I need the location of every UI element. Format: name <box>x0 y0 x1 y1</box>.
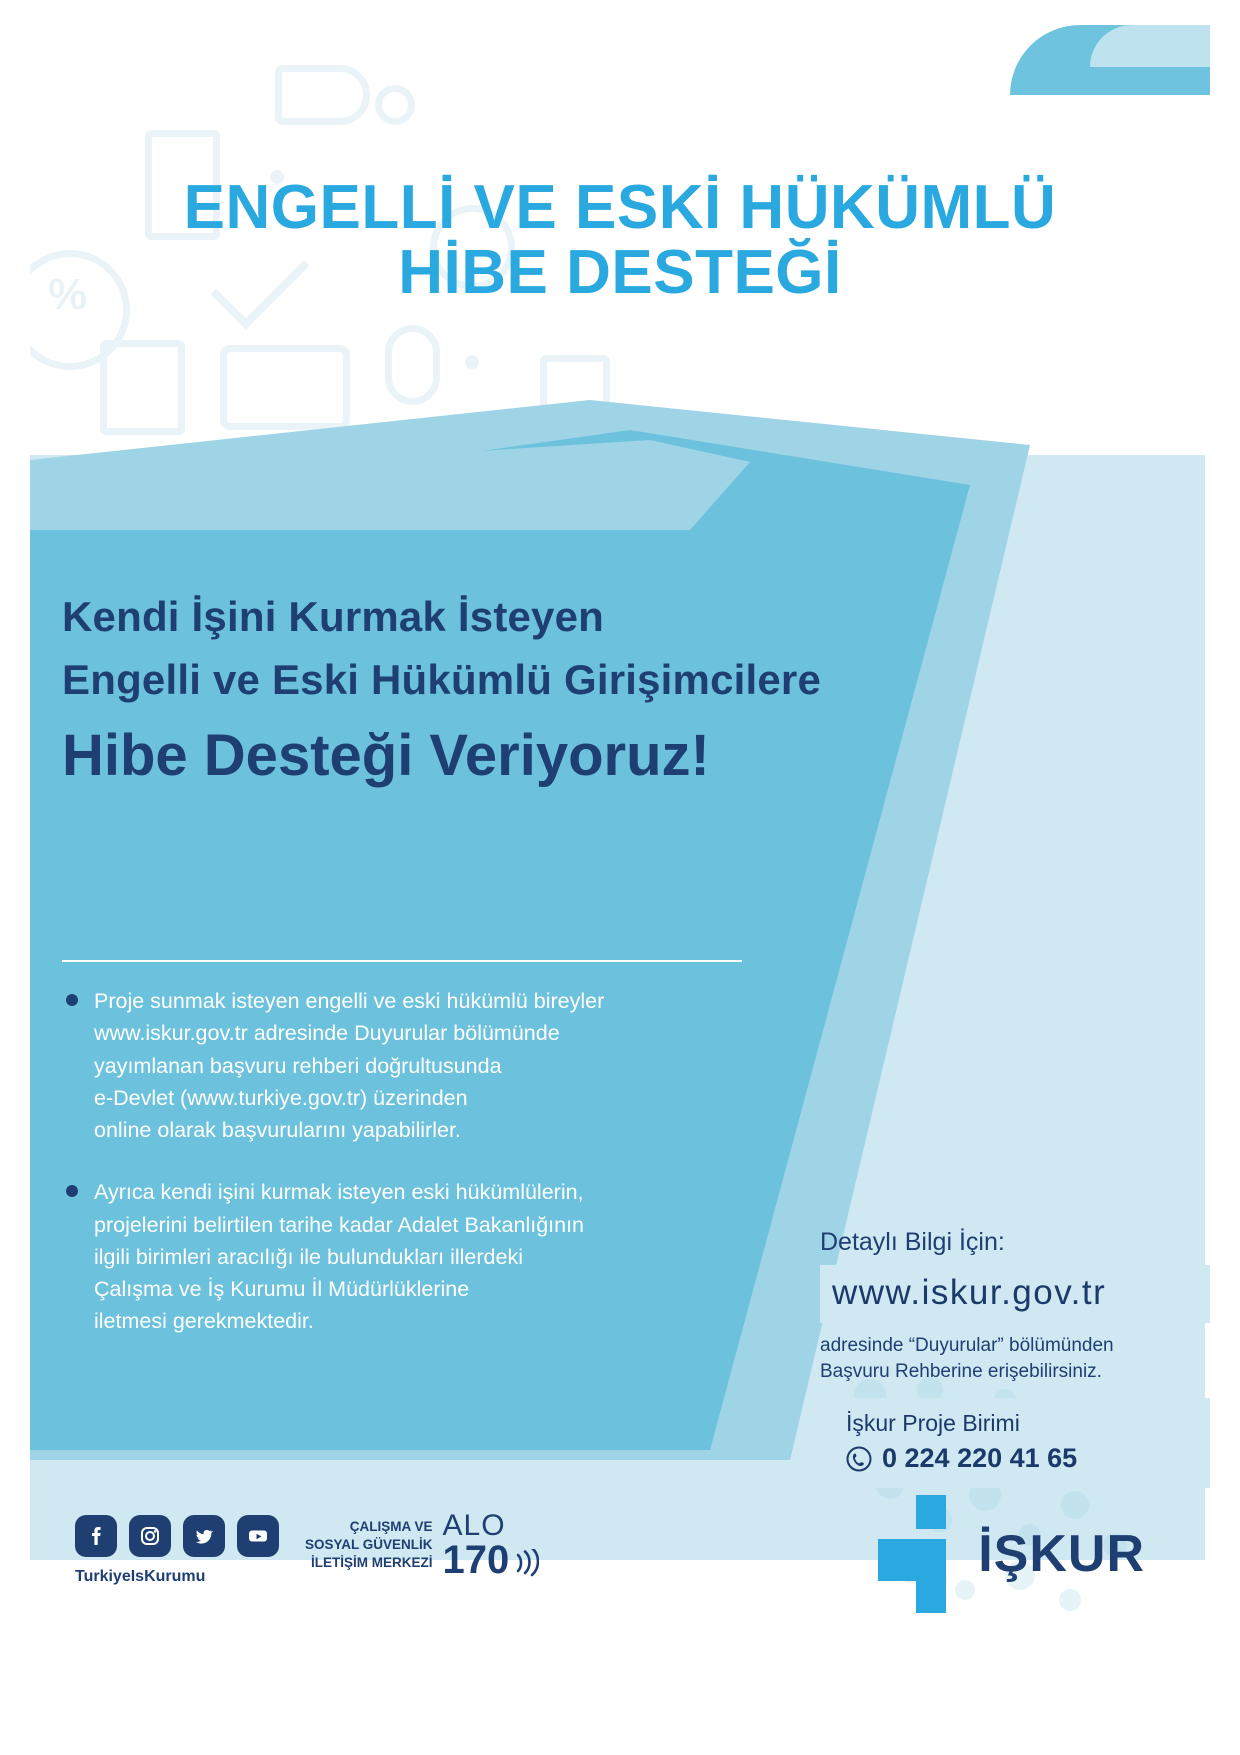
bullet-text-line: ilgili birimleri aracılığı ile bulundukları illerdeki <box>94 1244 523 1269</box>
bullet-text-line: Proje sunmak isteyen engelli ve eski hükümlü bireyler <box>94 989 605 1013</box>
youtube-glyph-icon <box>246 1524 270 1548</box>
contact-info-panel <box>820 1228 1210 1488</box>
bullet-text-line: Ayrıca kendi işini kurmak isteyen eski hükümlülerin, <box>94 1180 584 1205</box>
ministry-line-3: İLETİŞİM MERKEZİ <box>311 1555 433 1571</box>
watermark-percent-glyph: % <box>48 270 88 319</box>
phone-icon <box>846 1446 872 1472</box>
watermark-megaphone-icon <box>275 65 370 125</box>
sound-waves-icon <box>513 1549 539 1579</box>
alo-brand-text: ALO <box>442 1509 506 1542</box>
twitter-bird-icon <box>193 1525 215 1547</box>
ministry-line-2: SOSYAL GÜVENLİK <box>305 1537 433 1553</box>
alo-170-block <box>305 1509 539 1582</box>
bullet-text-line: e-Devlet (www.turkiye.gov.tr) üzerinden <box>94 1085 468 1110</box>
bullet-text-line: online olarak başvurularını yapabilirler. <box>94 1118 461 1142</box>
ministry-text <box>305 1518 433 1573</box>
info-subtext-line-1: adresinde “Duyurular” bölümünden <box>820 1335 1114 1356</box>
facebook-glyph-icon <box>86 1526 106 1546</box>
ministry-line-1: ÇALIŞMA VE <box>349 1518 433 1534</box>
watermark-dot2-icon <box>465 355 479 369</box>
watermark-rays-icon <box>375 85 415 125</box>
iskur-wordmark: İŞKUR <box>978 1525 1145 1583</box>
iskur-mark-hook <box>878 1539 918 1581</box>
facebook-icon[interactable] <box>75 1515 117 1557</box>
alo-logo <box>442 1509 540 1582</box>
bullet-text-line: projelerini belirtilen tarihe kadar Adalet Bakanlığının <box>94 1212 585 1237</box>
info-subtext <box>820 1333 1210 1384</box>
iskur-mark-icon <box>878 1495 956 1613</box>
bullet-text-line: yayımlanan başvuru rehberi doğrultusunda <box>94 1053 502 1078</box>
watermark-clipboard-icon <box>385 325 440 405</box>
contact-box <box>820 1398 1210 1488</box>
watermark-chat-icon <box>220 345 350 430</box>
watermark-document-icon <box>100 340 185 435</box>
social-handle: TurkiyeIsKurumu <box>75 1568 206 1585</box>
corner-decoration-inner <box>1090 25 1210 67</box>
list-item <box>62 1176 762 1337</box>
bullet-text-line: iletmesi gerekmektedir. <box>94 1309 314 1334</box>
bullet-text-line: Çalışma ve İş Kurumu İl Müdürlüklerine <box>94 1277 470 1301</box>
divider <box>62 960 742 962</box>
bullet-dot-icon <box>66 994 78 1006</box>
instagram-icon[interactable] <box>129 1515 171 1557</box>
headline-block <box>62 585 942 795</box>
alo-number-row <box>442 1537 540 1582</box>
headline-line-3: Hibe Desteği Veriyoruz! <box>62 723 710 788</box>
contact-phone-number: 0 224 220 41 65 <box>882 1443 1078 1474</box>
page-title-line-2: HİBE DESTEĞİ <box>398 238 842 308</box>
iskur-logo <box>878 1495 1145 1613</box>
bullet-text-line: www.iskur.gov.tr adresinde Duyurular bölümünde <box>94 1021 560 1046</box>
iskur-mark-stem <box>916 1539 946 1613</box>
bullet-list <box>62 985 762 1368</box>
alo-number-text: 170 <box>442 1537 510 1582</box>
page-title-line-1: ENGELLİ VE ESKİ HÜKÜMLÜ <box>183 173 1057 242</box>
youtube-icon[interactable] <box>237 1515 279 1557</box>
page-title <box>60 173 1180 308</box>
instagram-glyph-icon <box>139 1525 161 1547</box>
iskur-mark-dot <box>916 1495 946 1529</box>
contact-phone-row[interactable] <box>846 1443 1192 1474</box>
headline-line-1: Kendi İşini Kurmak İsteyen <box>62 593 605 640</box>
twitter-icon[interactable] <box>183 1515 225 1557</box>
headline-line-2: Engelli ve Eski Hükümlü Girişimcilere <box>62 656 822 703</box>
info-label: Detaylı Bilgi İçin: <box>820 1228 1005 1256</box>
social-links <box>75 1515 279 1557</box>
contact-name: İşkur Proje Birimi <box>846 1410 1020 1437</box>
list-item <box>62 985 762 1146</box>
bullet-dot-icon <box>66 1185 78 1197</box>
info-subtext-line-2: Başvuru Rehberine erişebilirsiniz. <box>820 1360 1102 1382</box>
website-link[interactable]: www.iskur.gov.tr <box>820 1265 1210 1323</box>
